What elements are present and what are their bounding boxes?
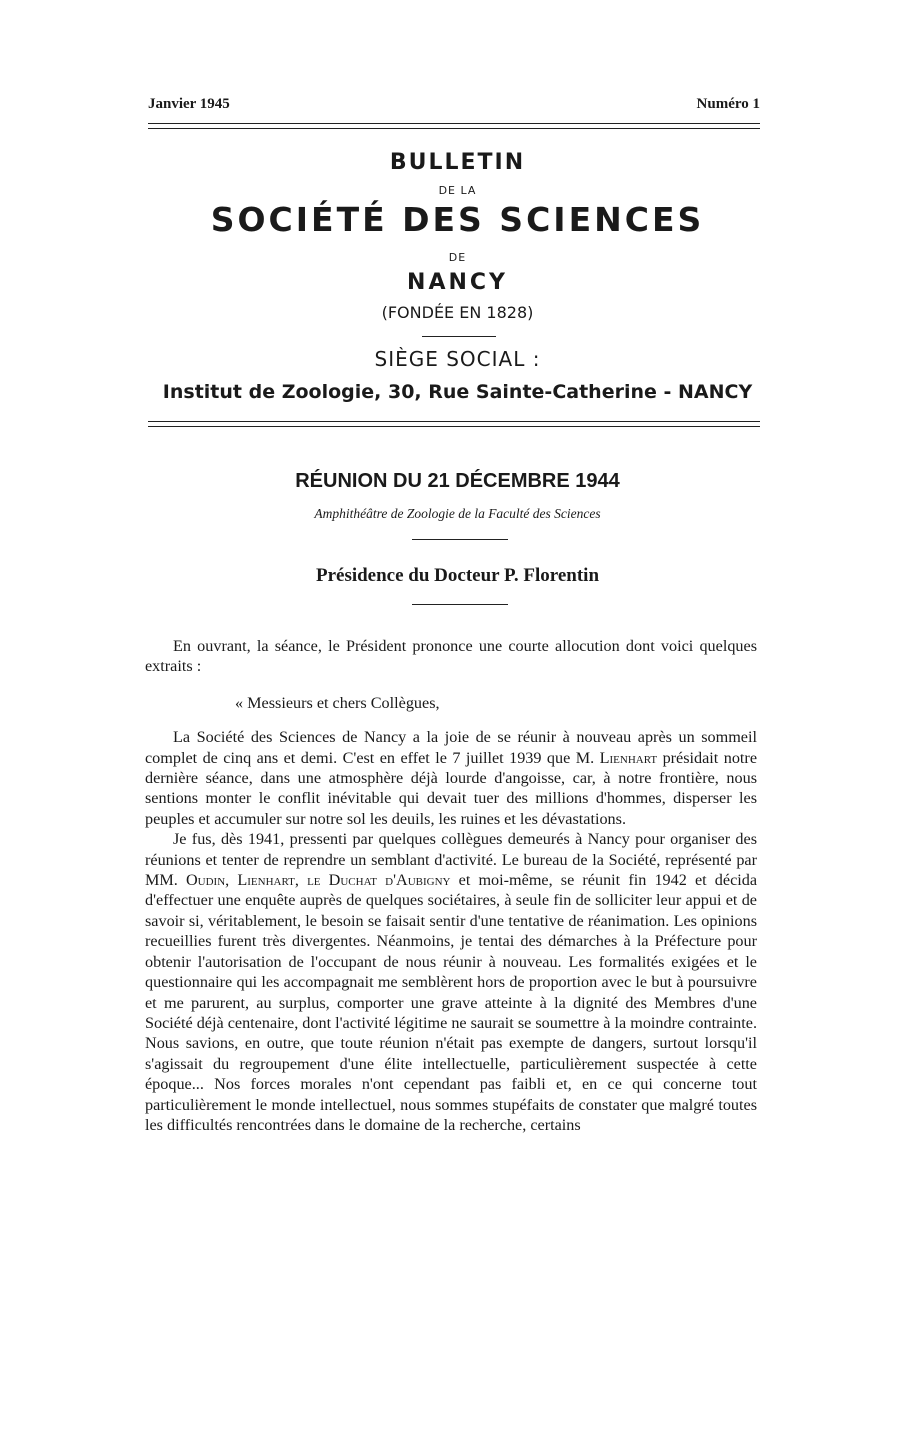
intro-paragraph: En ouvrant, la séance, le Président prononce une courte allocution dont voici quelques extraits : [145,637,757,676]
paragraph-2 [145,829,757,1135]
de-la-label: DE LA [438,184,477,197]
bulletin-title: BULLETIN [389,150,526,175]
name-separator: , [294,871,308,890]
issue-date: Janvier 1945 [148,96,230,112]
paragraph-1 [145,727,757,829]
masthead-rule [148,421,760,427]
person-name-le-duchat: le Duchat d'Aubigny [307,871,451,890]
paragraph-1-text-a: La Société des Sciences de Nancy a la joie de se réunir à nouveau après un sommeil complet de cinq ans et demi. C'est en effet le 7 juillet 1939 que M. [145,728,757,767]
person-name-oudin: Oudin [185,871,226,890]
paragraph-1-text-b: présidait notre dernière séance, dans une atmosphère déjà lourde d'angoisse, car, à notre frontière, nous sentions monter le conflit inévitable qui devait tuer des millions d'hommes, disperser les peuples et accumuler sur notre sol les deuils, les ruines et les dévastations. [145,748,758,828]
person-name-lienhart-2: Lienhart [237,871,295,890]
paragraph-2-text-b: et moi-même, se réunit fin 1942 et décida d'effectuer une enquête auprès de quelques sociétaires, à seule fin de solliciter leur appui et de savoir si, véritablement, le besoin se faisait sentir d'une tentative de réanimation. Les opinions recueillies furent très divergentes. Néanmoins, je tentai des démarches à la Préfecture pour obtenir l'autorisation de l'occupant de nous réunir à nouveau. Les formalités exigées et le questionnaire qui les accompagnait me semblèrent hors de proportion avec le but à poursuivre et me parurent, au surplus, comporter une grave atteinte à la dignité des Membres d'une Société déjà centenaire, dont l'activité légitime ne saurait se soumettre à la moindre contrainte. Nous savions, en outre, que toute réunion n'était pas exempte de dangers, surtout lorsqu'il s'agissait du regroupement d'une élite intellectuelle, particulièrement suspectée à cette époque... Nos forces morales n'ont cependant pas faibli et, en ce qui concerne tout particulièrement le monde intellectuel, nous sommes stupéfaits de constater que malgré toutes les difficultés rencontrées dans le domaine de la recherche, certains [145,871,758,1134]
seat-label: SIÈGE SOCIAL : [374,347,541,371]
seat-address: Institut de Zoologie, 30, Rue Sainte-Catherine - NANCY [162,381,753,403]
header-rule [148,123,760,129]
meeting-venue: Amphithéâtre de Zoologie de la Faculté des Sciences [314,506,601,521]
meeting-title: RÉUNION DU 21 DÉCEMBRE 1944 [295,470,620,492]
city-name: NANCY [407,270,508,295]
meeting-presidency: Présidence du Docteur P. Florentin [315,565,600,586]
person-name-lienhart: Lienhart [599,748,658,767]
issue-number: Numéro 1 [696,96,760,112]
presidency-divider [412,604,508,605]
venue-divider [412,539,508,540]
name-separator: , [225,871,238,890]
masthead-divider [422,336,496,337]
society-name: SOCIÉTÉ DES SCIENCES [210,200,705,239]
paragraph-2-text-a: Je fus, dès 1941, pressenti par quelques collègues demeurés à Nancy pour organiser des réunions et tenter de reprendre un semblant d'activité. Le bureau de la Société, représenté par MM. [145,830,757,890]
body-text [145,636,757,1135]
salutation: « Messieurs et chers Collègues, [235,693,440,712]
running-header [148,96,760,118]
de-label: DE [448,251,467,264]
founded-line: (FONDÉE EN 1828) [381,303,534,322]
